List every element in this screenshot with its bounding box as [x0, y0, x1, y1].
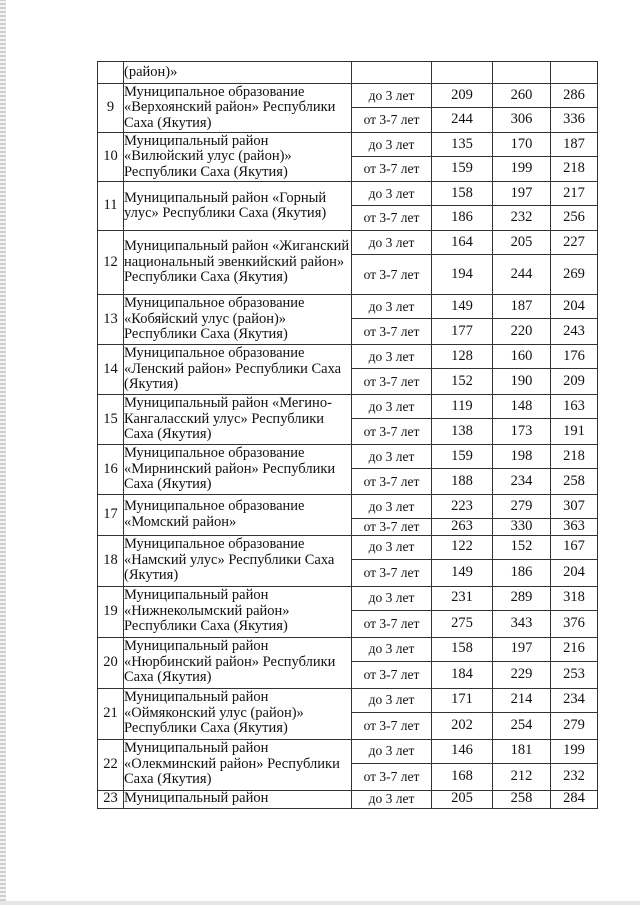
value-cell: 330 [493, 519, 551, 536]
row-number-cell: 20 [98, 637, 124, 688]
row-number-cell: 23 [98, 790, 124, 808]
value-cell: 177 [432, 319, 493, 345]
age-group-cell: до 3 лет [352, 345, 432, 369]
row-number-cell: 13 [98, 295, 124, 345]
value-cell: 160 [493, 345, 551, 369]
municipality-name-cell: Муниципальный район «Нюрбинский район» Республики Саха (Якутия) [124, 637, 352, 688]
row-number-cell: 22 [98, 739, 124, 790]
municipality-name-cell: Муниципальное образование «Мирнинский район» Республики Саха (Якутия) [124, 445, 352, 495]
age-group-cell: от 3-7 лет [352, 559, 432, 586]
value-cell: 171 [432, 688, 493, 712]
age-group-cell: до 3 лет [352, 790, 432, 808]
value-cell: 187 [551, 133, 598, 157]
scan-bottom-edge [0, 901, 640, 905]
age-group-cell: до 3 лет [352, 133, 432, 157]
value-cell: 158 [432, 637, 493, 661]
value-cell: 167 [551, 535, 598, 559]
municipality-name-cell: Муниципальный район «Нижнеколымский район» Республики Саха (Якутия) [124, 586, 352, 637]
table-row [98, 535, 598, 559]
value-cell: 158 [432, 182, 493, 206]
value-cell: 199 [551, 739, 598, 763]
value-cell: 275 [432, 610, 493, 637]
row-number-cell: 21 [98, 688, 124, 739]
value-cell: 209 [551, 369, 598, 395]
row-number-cell: 10 [98, 133, 124, 182]
age-group-cell: до 3 лет [352, 182, 432, 206]
value-cell: 163 [551, 395, 598, 419]
value-cell: 258 [551, 469, 598, 495]
value-cell: 190 [493, 369, 551, 395]
row-number-cell: 12 [98, 231, 124, 295]
table-row [98, 295, 598, 319]
value-cell: 232 [551, 763, 598, 790]
value-cell [432, 62, 493, 84]
value-cell: 343 [493, 610, 551, 637]
municipality-name-cell: (район)» [124, 62, 352, 84]
value-cell: 209 [432, 84, 493, 108]
value-cell: 253 [551, 661, 598, 688]
value-cell: 306 [493, 108, 551, 133]
table-row [98, 637, 598, 661]
municipality-name-cell: Муниципальное образование «Момский район» [124, 495, 352, 536]
value-cell: 218 [551, 445, 598, 469]
value-cell: 218 [551, 157, 598, 182]
value-cell: 244 [493, 255, 551, 295]
municipality-name-cell: Муниципальный район «Жиганский национальный эвенкийский район» Республики Саха (Якутия) [124, 231, 352, 295]
value-cell: 212 [493, 763, 551, 790]
value-cell: 279 [493, 495, 551, 519]
value-cell: 152 [432, 369, 493, 395]
value-cell: 119 [432, 395, 493, 419]
value-cell: 128 [432, 345, 493, 369]
value-cell: 186 [432, 206, 493, 231]
value-cell: 205 [493, 231, 551, 255]
value-cell: 284 [551, 790, 598, 808]
value-cell: 223 [432, 495, 493, 519]
row-number-cell: 17 [98, 495, 124, 536]
value-cell: 173 [493, 419, 551, 445]
value-cell: 146 [432, 739, 493, 763]
age-group-cell: до 3 лет [352, 535, 432, 559]
row-number-cell [98, 62, 124, 84]
municipality-name-cell: Муниципальный район «Оймяконский улус (район)» Республики Саха (Якутия) [124, 688, 352, 739]
value-cell: 184 [432, 661, 493, 688]
value-cell: 220 [493, 319, 551, 345]
value-cell: 197 [493, 637, 551, 661]
value-cell: 188 [432, 469, 493, 495]
value-cell: 186 [493, 559, 551, 586]
value-cell: 269 [551, 255, 598, 295]
table-row [98, 84, 598, 108]
value-cell: 164 [432, 231, 493, 255]
age-group-cell [352, 62, 432, 84]
value-cell: 263 [432, 519, 493, 536]
age-group-cell: до 3 лет [352, 84, 432, 108]
value-cell: 336 [551, 108, 598, 133]
scan-edge [0, 0, 6, 905]
age-group-cell: от 3-7 лет [352, 255, 432, 295]
value-cell: 279 [551, 712, 598, 739]
value-cell: 244 [432, 108, 493, 133]
row-number-cell: 18 [98, 535, 124, 586]
value-cell: 231 [432, 586, 493, 610]
value-cell: 234 [493, 469, 551, 495]
value-cell: 289 [493, 586, 551, 610]
municipality-name-cell: Муниципальный район «Вилюйский улус (район)» Республики Саха (Якутия) [124, 133, 352, 182]
municipality-name-cell: Муниципальное образование «Верхоянский район» Республики Саха (Якутия) [124, 84, 352, 133]
age-group-cell: от 3-7 лет [352, 157, 432, 182]
age-group-cell: до 3 лет [352, 688, 432, 712]
age-group-cell: от 3-7 лет [352, 712, 432, 739]
value-cell: 243 [551, 319, 598, 345]
row-number-cell: 11 [98, 182, 124, 231]
value-cell: 307 [551, 495, 598, 519]
municipality-name-cell: Муниципальный район «Горный улус» Республики Саха (Якутия) [124, 182, 352, 231]
table-row [98, 231, 598, 255]
value-cell: 318 [551, 586, 598, 610]
table-row [98, 345, 598, 369]
row-number-cell: 16 [98, 445, 124, 495]
value-cell: 214 [493, 688, 551, 712]
age-group-cell: от 3-7 лет [352, 369, 432, 395]
age-group-cell: до 3 лет [352, 586, 432, 610]
rates-table-body [98, 62, 598, 809]
value-cell: 376 [551, 610, 598, 637]
value-cell: 149 [432, 559, 493, 586]
value-cell: 363 [551, 519, 598, 536]
table-row [98, 495, 598, 519]
age-group-cell: от 3-7 лет [352, 469, 432, 495]
table-row [98, 688, 598, 712]
value-cell: 199 [493, 157, 551, 182]
age-group-cell: от 3-7 лет [352, 661, 432, 688]
value-cell: 148 [493, 395, 551, 419]
value-cell: 258 [493, 790, 551, 808]
value-cell: 204 [551, 559, 598, 586]
value-cell: 205 [432, 790, 493, 808]
row-number-cell: 19 [98, 586, 124, 637]
age-group-cell: от 3-7 лет [352, 206, 432, 231]
age-group-cell: от 3-7 лет [352, 610, 432, 637]
age-group-cell: до 3 лет [352, 637, 432, 661]
value-cell: 181 [493, 739, 551, 763]
age-group-cell: до 3 лет [352, 739, 432, 763]
value-cell: 168 [432, 763, 493, 790]
value-cell: 217 [551, 182, 598, 206]
municipality-name-cell: Муниципальное образование «Ленский район» Республики Саха (Якутия) [124, 345, 352, 395]
value-cell: 159 [432, 445, 493, 469]
municipality-name-cell: Муниципальный район «Олекминский район» Республики Саха (Якутия) [124, 739, 352, 790]
municipality-name-cell: Муниципальный район «Мегино-Кангаласский улус» Республики Саха (Якутия) [124, 395, 352, 445]
value-cell: 232 [493, 206, 551, 231]
value-cell: 234 [551, 688, 598, 712]
value-cell: 286 [551, 84, 598, 108]
value-cell: 216 [551, 637, 598, 661]
row-number-cell: 14 [98, 345, 124, 395]
municipality-name-cell: Муниципальное образование «Кобяйский улус (район)» Республики Саха (Якутия) [124, 295, 352, 345]
value-cell: 122 [432, 535, 493, 559]
value-cell: 170 [493, 133, 551, 157]
value-cell: 227 [551, 231, 598, 255]
age-group-cell: до 3 лет [352, 395, 432, 419]
value-cell [551, 62, 598, 84]
table-row [98, 133, 598, 157]
value-cell: 138 [432, 419, 493, 445]
value-cell: 149 [432, 295, 493, 319]
value-cell: 254 [493, 712, 551, 739]
value-cell: 194 [432, 255, 493, 295]
age-group-cell: до 3 лет [352, 445, 432, 469]
value-cell: 187 [493, 295, 551, 319]
age-group-cell: до 3 лет [352, 495, 432, 519]
municipality-name-cell: Муниципальный район [124, 790, 352, 808]
municipality-name-cell: Муниципальное образование «Намский улус» Республики Саха (Якутия) [124, 535, 352, 586]
table-row-fragment [98, 62, 598, 84]
value-cell: 191 [551, 419, 598, 445]
age-group-cell: от 3-7 лет [352, 419, 432, 445]
value-cell: 204 [551, 295, 598, 319]
table-row [98, 182, 598, 206]
table-row [98, 445, 598, 469]
value-cell: 229 [493, 661, 551, 688]
age-group-cell: от 3-7 лет [352, 763, 432, 790]
value-cell: 159 [432, 157, 493, 182]
value-cell: 198 [493, 445, 551, 469]
table-row-last [98, 790, 598, 808]
value-cell: 135 [432, 133, 493, 157]
value-cell: 202 [432, 712, 493, 739]
rates-table [97, 61, 598, 809]
age-group-cell: от 3-7 лет [352, 108, 432, 133]
age-group-cell: от 3-7 лет [352, 519, 432, 536]
age-group-cell: до 3 лет [352, 295, 432, 319]
table-row [98, 739, 598, 763]
value-cell: 260 [493, 84, 551, 108]
table-row [98, 586, 598, 610]
value-cell: 176 [551, 345, 598, 369]
value-cell: 256 [551, 206, 598, 231]
age-group-cell: до 3 лет [352, 231, 432, 255]
value-cell: 197 [493, 182, 551, 206]
row-number-cell: 15 [98, 395, 124, 445]
table-row [98, 395, 598, 419]
age-group-cell: от 3-7 лет [352, 319, 432, 345]
value-cell [493, 62, 551, 84]
row-number-cell: 9 [98, 84, 124, 133]
value-cell: 152 [493, 535, 551, 559]
